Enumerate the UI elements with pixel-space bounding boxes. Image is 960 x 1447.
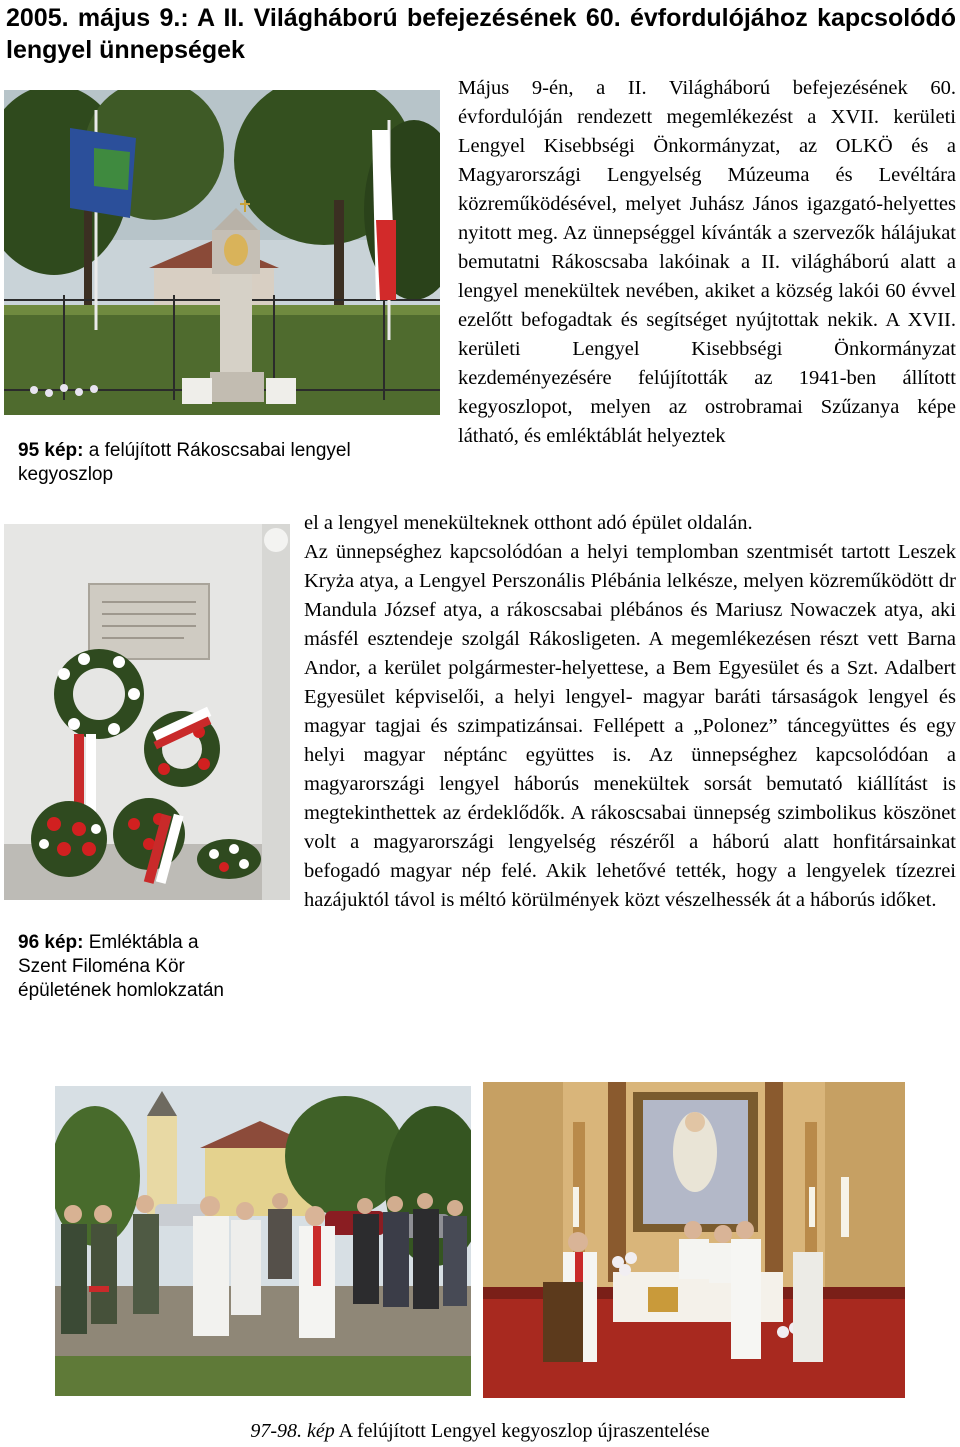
church-mass-image bbox=[483, 1082, 905, 1398]
photo-shrine bbox=[4, 90, 440, 415]
photo-plaque-wreaths bbox=[4, 524, 290, 900]
caption-fig96-number: 96 kép: bbox=[18, 932, 84, 953]
plaque-wreaths-image bbox=[4, 524, 290, 900]
body-paragraph-2: Az ünnepséghez kapcsolódóan a helyi templomban szentmisét tartott Leszek Kryża atya, a Lengyel Perszonális Plébánia lelkésze, melyen közreműködött dr Mandula József atya, a rákoscsabai plébános és Mariusz Nowaczek atya, aki másfél esztendeje szolgál Rákosligeten. A megemlékezésen részt vett Barna Andor, a kerület polgármester-helyettese, a Bem Egyesület és a Szt. Adalbert Egyesület képviselői, a helyi lengyel- magyar baráti társaságok lengyel és magyar tagjai és szimpatizánsai. Fellépett a „Polonez” táncegyüttes és egy helyi magyar néptánc együttes is. Az ünnepséghez kapcsolódóan a magyarországi lengyel háborús menekültek sorsát bemutató kiállítást is megtekinthettek az érdeklődők. A rákoscsabai ünnepség szimbolikus köszönet volt a magyarországi lengyelség részéről a háború alatt honfitársainkat befogadó magyar nép felé. Akik lehetővé tették, hogy a lengyelek tízezrei hazájuktól távol is méltó körülmények közt vészelhessék át a háborús időket. bbox=[304, 541, 956, 911]
body-paragraph-1: Május 9-én, a II. Világháború befejezésének 60. évfordulóján rendezett megemlékezést a XVII. kerületi Lengyel Kisebbségi Önkormányzat, az OLKÖ és a Magyarországi Lengyelség Múzeuma és Levéltára közreműködésével, melyet Juhász János igazgató-helyettes nyitott meg. Az ünnepséggel kívánták a szervezők hálájukat bemutatni Rákoscsaba lakóinak a II. világháború alatt a lengyel menekültek nevében, akiket a község lakói 60 évvel ezelőtt befogadtak és segítséget nyújtottak nekik. A XVII. kerületi Lengyel Kisebbségi Önkormányzat kezdeményezésére felújították az 1941-ben állított kegyoszlopot, melyen az ostrobramai Szűzanya képe látható, és emléktáblát helyeztek bbox=[458, 77, 956, 447]
caption-fig96-text: Emléktábla a Szent Filoména Kör épületének homlokzatán bbox=[18, 932, 224, 1001]
caption-fig95-number: 95 kép: bbox=[18, 440, 84, 461]
photo-outdoor-consecration bbox=[55, 1086, 471, 1396]
caption-fig96 bbox=[18, 931, 238, 1003]
caption-fig97-98 bbox=[0, 1418, 960, 1444]
caption-fig95 bbox=[18, 439, 368, 487]
caption-fig97-98-text: A felújított Lengyel kegyoszlop újraszentelése bbox=[334, 1420, 710, 1442]
caption-fig95-text: a felújított Rákoscsabai lengyel kegyoszlop bbox=[18, 440, 351, 485]
outdoor-consecration-image bbox=[55, 1086, 471, 1396]
shrine-image bbox=[4, 90, 440, 415]
body-paragraph-2-block bbox=[304, 509, 956, 915]
page-title: 2005. május 9.: A II. Világháború befejezésének 60. évfordulójához kapcsolódó lengyel ünnepségek bbox=[6, 4, 956, 64]
photo-church-mass bbox=[483, 1082, 905, 1398]
caption-fig97-98-number: 97-98. kép bbox=[250, 1420, 335, 1442]
body-paragraph-1-end: el a lengyel menekülteknek otthont adó épület oldalán. bbox=[304, 512, 753, 534]
